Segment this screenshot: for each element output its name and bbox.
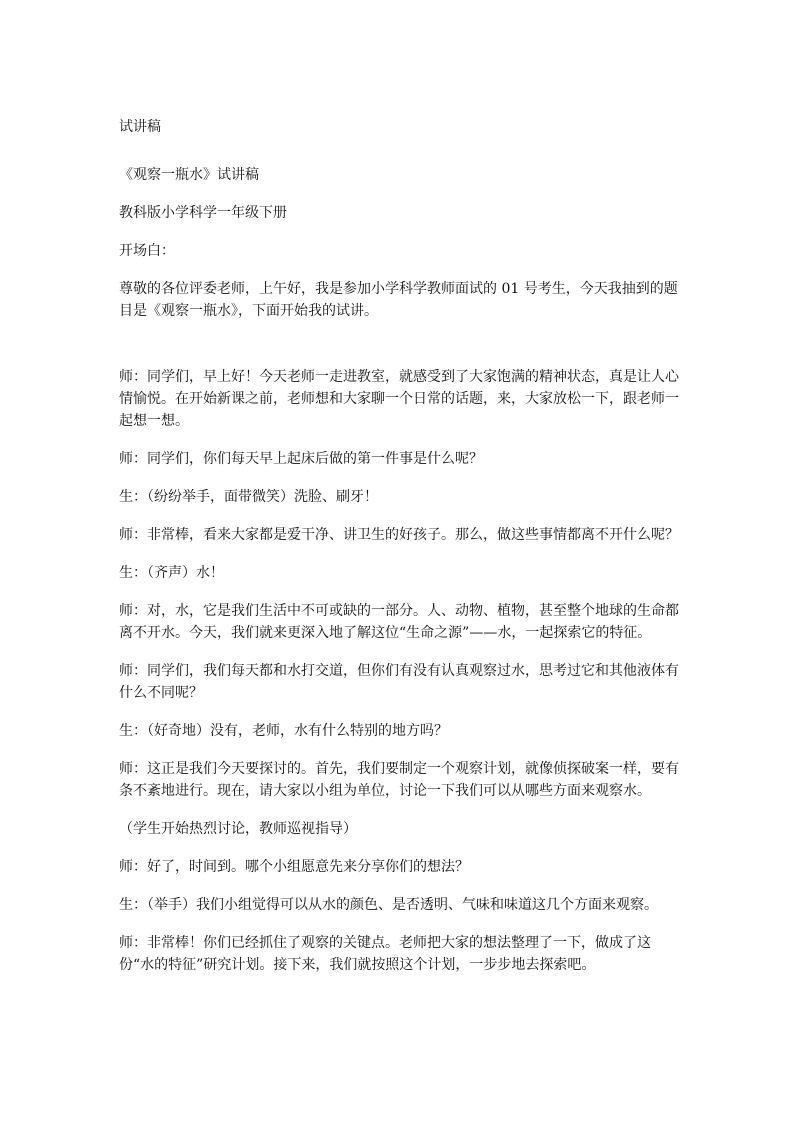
dialogue-paragraph: 生：（举手）我们小组觉得可以从水的颜色、是否透明、气味和味道这几个方面来观察。: [119, 897, 658, 913]
dialogue-paragraph: 师：同学们，你们每天早上起床后做的第一件事是什么呢？: [119, 451, 483, 467]
dialogue-paragraph: 生：（纷纷举手，面带微笑）洗脸、刷牙！: [119, 489, 378, 505]
dialogue-paragraph: 师：非常棒，看来大家都是爱干净、讲卫生的好孩子。那么，做这些事情都离不开什么呢？: [119, 527, 679, 543]
dialogue-paragraph: （学生开始热烈讨论，教师巡视指导）: [119, 821, 357, 837]
document-body: [119, 116, 679, 992]
dialogue-paragraph: 师：同学们，我们每天都和水打交道，但你们有没有认真观察过水，思考过它和其他液体有什么不同呢？: [119, 663, 679, 701]
dialogue-paragraph: 师：好了，时间到。哪个小组愿意先来分享你们的想法？: [119, 859, 469, 875]
textbook-info: 教科版小学科学一年级下册: [119, 205, 287, 221]
dialogue-paragraph: 生：（好奇地）没有，老师，水有什么特别的地方吗？: [119, 723, 448, 739]
dialogue-paragraph: 生：（齐声）水！: [119, 565, 224, 581]
dialogue-paragraph: 师：非常棒！你们已经抓住了观察的关键点。老师把大家的想法整理了一下，做成了这份“水的特征”研究计划。接下来，我们就按照这个计划，一步步地去探索吧。: [119, 935, 651, 973]
opening-text: 尊敬的各位评委老师，上午好，我是参加小学科学教师面试的 01 号考生，今天我抽到的题目是《观察一瓶水》，下面开始我的试讲。: [119, 281, 678, 319]
dialogue-paragraph: 师：这正是我们今天要探讨的。首先，我们要制定一个观察计划，就像侦探破案一样，要有条不紊地进行。现在，请大家以小组为单位，讨论一下我们可以从哪些方面来观察水。: [119, 761, 679, 799]
dialogue-paragraph: 师：同学们，早上好！今天老师一走进教室，就感受到了大家饱满的精神状态，真是让人心情愉悦。在开始新课之前，老师想和大家聊一个日常的话题，来，大家放松一下，跟老师一起想一想。: [119, 369, 679, 429]
lesson-title: 《观察一瓶水》试讲稿: [119, 167, 259, 183]
document-heading: 试讲稿: [119, 119, 161, 135]
opening-label: 开场白：: [119, 243, 175, 259]
dialogue-paragraph: 师：对，水，它是我们生活中不可或缺的一部分。人、动物、植物，甚至整个地球的生命都离不开水。今天，我们就来更深入地了解这位“生命之源”——水，一起探索它的特征。: [119, 603, 679, 641]
